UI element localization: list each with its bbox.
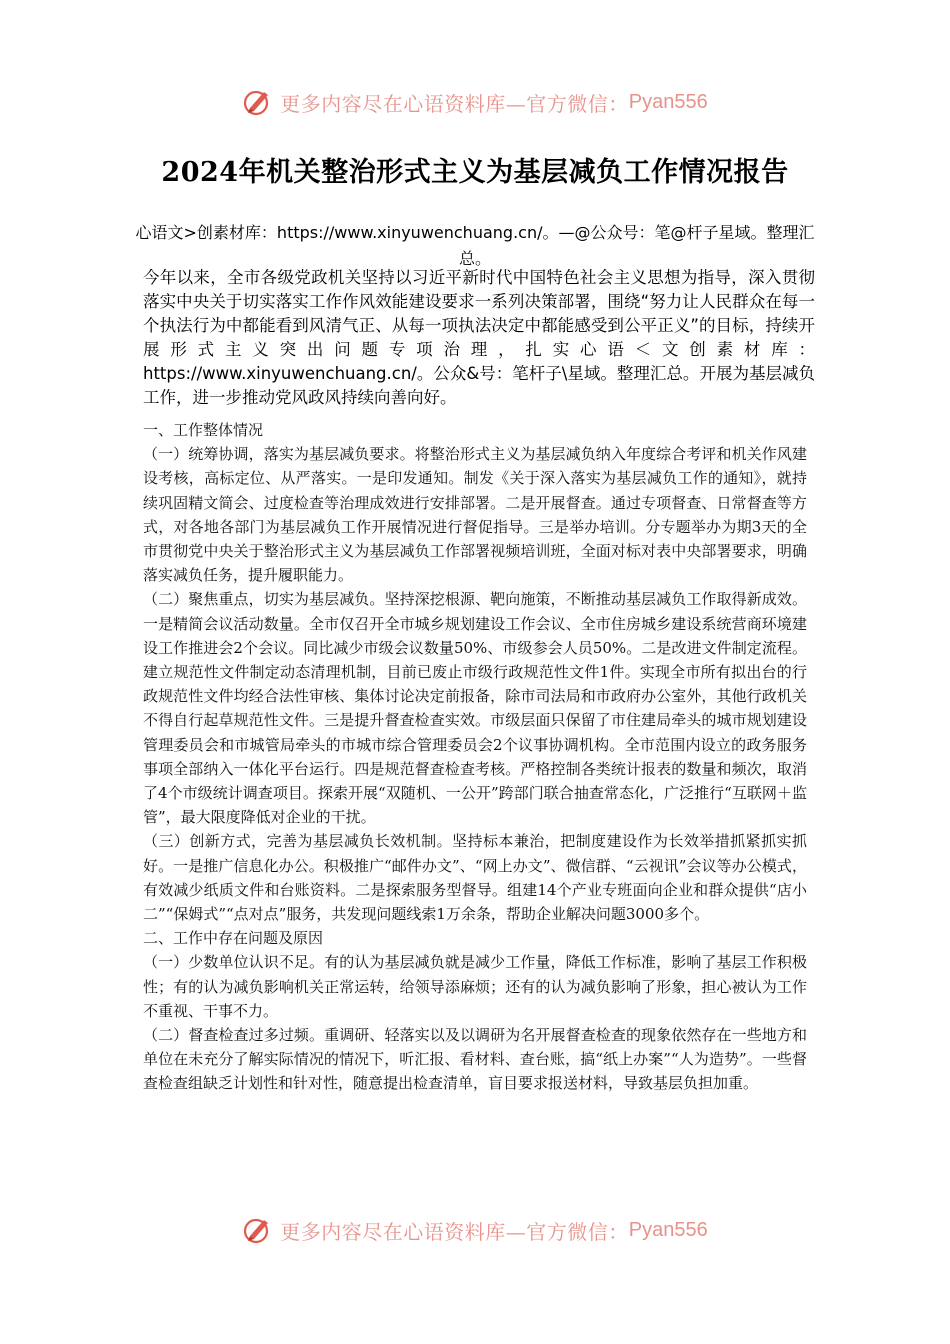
pen-logo-icon <box>242 86 274 118</box>
body-paragraph: （三）创新方式，完善为基层减负长效机制。坚持标本兼治，把制度建设作为长效举措抓紧抓实抓好。一是推广信息化办公。积极推广“邮件办文”、“网上办文”、微信群、“云视讯”会议等办公模式，有效减少纸质文件和台账资料。二是探索服务型督导。组建14个产业专班面向企业和群众提供“店小二”“保姆式”“点对点”服务，共发现问题线索1万余条，帮助企业解决问题3000多个。 <box>143 832 807 924</box>
body-paragraph: （一）少数单位认识不足。有的认为基层减负就是减少工作量，降低工作标准，影响了基层工作积极性；有的认为减负影响机关正常运转，给领导添麻烦；还有的认为减负影响了形象，担心被认为工作不重视、干事不力。 <box>143 953 807 1020</box>
pen-logo-icon <box>242 1214 274 1246</box>
banner-wechat-id: Pyan556 <box>628 90 708 113</box>
header-banner <box>0 80 950 124</box>
source-note: 心语文>创素材库：https://www.xinyuwenchuang.cn/。—@公众号：笔@杆子星域。整理汇总。 <box>135 223 815 268</box>
body-paragraph: （一）统筹协调，落实为基层减负要求。将整治形式主义为基层减负纳入年度综合考评和机关作风建设考核，高标定位、从严落实。一是印发通知。制发《关于深入落实为基层减负工作的通知》，就持续巩固精文简会、过度检查等治理成效进行安排部署。二是开展督查。通过专项督查、日常督查等方式，对各地各部门为基层减负工作开展情况进行督促指导。三是举办培训。分专题举办为期3天的全市贯彻党中央关于整治形式主义为基层减负工作部署视频培训班，全面对标对表中央部署要求，明确落实减负任务，提升履职能力。 <box>143 445 807 585</box>
section-heading: 二、工作中存在问题及原因 <box>143 929 324 948</box>
banner-text: 更多内容尽在心语资料库—官方微信： <box>280 91 629 116</box>
banner-wechat-id: Pyan556 <box>628 1218 708 1241</box>
body-paragraph: （二）督查检查过多过频。重调研、轻落实以及以调研为名开展督查检查的现象依然存在一些地方和单位在未充分了解实际情况的情况下，听汇报、看材料、查台账，搞“纸上办案”“人为造势”。一些督查检查组缺乏计划性和针对性，随意提出检查清单，盲目要求报送材料，导致基层负担加重。 <box>143 1026 807 1093</box>
document-title: 2024年机关整治形式主义为基层减负工作情况报告 <box>161 157 789 188</box>
section-heading: 一、工作整体情况 <box>143 421 264 439</box>
body-paragraph: （二）聚焦重点，切实为基层减负。坚持深挖根源、靶向施策，不断推动基层减负工作取得新成效。一是精简会议活动数量。全市仅召开全市城乡规划建设工作会议、全市住房城乡建设系统营商环境建设工作推进会2个会议。同比减少市级会议数量50%、市级参会人员50%。二是改进文件制定流程。建立规范性文件制定动态清理机制，目前已废止市级行政规范性文件1件。实现全市所有拟出台的行政规范性文件均经合法性审核、集体讨论决定前报备，除市司法局和市政府办公室外，其他行政机关不得自行起草规范性文件。三是提升督查检查实效。市级层面只保留了市住建局牵头的城市规划建设管理委员会和市城管局牵头的市城市综合管理委员会2个议事协调机构。全市范围内设立的政务服务事项全部纳入一体化平台运行。四是规范督查检查考核。严格控制各类统计报表的数量和频次，取消了4个市级统计调查项目。探索开展“双随机、一公开”跨部门联合抽查常态化，广泛推行“互联网＋监管”，最大限度降低对企业的干扰。 <box>143 590 807 827</box>
footer-banner <box>0 1208 950 1252</box>
intro-paragraph: 今年以来，全市各级党政机关坚持以习近平新时代中国特色社会主义思想为指导，深入贯彻落实中央关于切实落实工作作风效能建设要求一系列决策部署，围绕“努力让人民群众在每一个执法行为中都能看到风清气正、从每一项执法决定中都能感受到公平正义”的目标，持续开展形式主义突出问题专项治理，扎实心语＜文创素材库：https://www.xinyuwenchuang.cn/。公众&号：笔杆子\星域。整理汇总。开展为基层减负工作，进一步推动党风政风持续向善向好。 <box>143 268 815 407</box>
document-body <box>143 418 807 1096</box>
banner-text: 更多内容尽在心语资料库—官方微信： <box>280 1219 629 1244</box>
